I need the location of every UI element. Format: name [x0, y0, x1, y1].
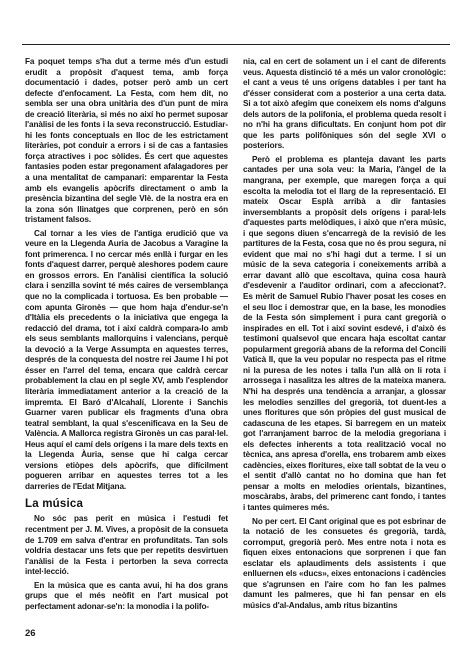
- page-number: 26: [25, 628, 36, 639]
- paragraph: No sóc pas perit en música i l'estudi fet recentment per J. M. Vives, a propòsit de la consueta de 1.709 em salva d'entrar en profunditats. Tan sols voldria destacar uns fets que per repetits desvirtuen l'anàlisi de la Festa i pertorben la seva correcta intel·lecció.: [25, 514, 228, 577]
- section-heading-music: La música: [25, 498, 84, 511]
- article-body: [25, 57, 446, 627]
- paragraph: En la música que es canta avui, hi ha dos grans grups que el més neòfit en l'art musical pot perfectament adonar-se'n: la monodia i la polifo-: [25, 580, 228, 611]
- paragraph: Fa poquet temps s'ha dut a terme més d'un estudi erudit a propòsit d'aquest tema, amb força documentació i dades, potser però amb un cert defecte d'enfocament. La Festa, com hem dit, no sembla ser una obra unitària des d'un punt de mira de creació literària, si més no així ho permet suposar l'anàlisi de les fonts i la seva reconstrucció. Estudiar-hi les fonts conceptuals en lloc de les estrictament literàries, pot conduir a errors i si de cas a fantasies força atractives i poc sòlides. És cert que aquestes fantasies poden estar pregonament afalagadores per a una mentalitat de campanari: emparentar la Festa amb els evangelis apòcrifs directament o amb la presència bizantina del segle VIè. de la nostra era en la zona són llinatges que corprenen, però en són tristament falsos.: [25, 57, 228, 225]
- right-column: [243, 57, 446, 627]
- top-rule: [22, 44, 450, 45]
- left-column: [25, 57, 228, 627]
- paragraph: nia, cal en cert de solament un i el cant de diferents veus. Aquesta distinció té a més un valor cronològic: el cant a veus té uns orígens datables i per tant ha d'ésser considerat com a posterior a una certa data. Si a tot això afegim que coneixem els noms d'alguns dels autors de la polifonia, el problema queda resolt i no n'hi ha grans dificultats. En conjunt hom pot dir que les parts polifòniques són del segle XVI o posteriors.: [243, 57, 446, 151]
- paragraph: No per cert. El Cant original que es pot esbrinar de la notació de les consuetes és gregorià, tardà, corromput, gregorià però. Mes entre nota i nota es fiquen eixes entonacions que sorprenen i que fan esclatar els aplaudiments dels assistents i que enlluernen els «ducs», eixes entonacions i cadències que s'agrunsen en l'aire com ho fan les palmes damunt les palmeres, que hi fan pensar en els músics d'al-Andalus, amb ritus bizantins: [243, 516, 446, 610]
- paragraph: Però el problema es planteja davant les parts cantades per una sola veu: la Maria, l'àngel de la mangrana, per exemple, que maregen força a qui escolta la melodia tot el llarg de la representació. El mateix Oscar Esplà arribà a dir fantasies inversemblants a propòsit dels orígens i paral·lels d'aquestes parts melòdiques, i això que n'era músic, i que segons diuen s'encarregà de la revisió de les partitures de la Festa, cosa que no és prou segura, ni evident que mai no s'hi hagi dut a terme. I si un músic de la seva categoria i coneixements arribà a errar davant allò que escoltava, quina cosa haurà d'esdevenir a l'auditor ordinari, com a afeccionat?. Es mèrit de Samuel Rubio l'haver posat les coses en el seu lloc i demostrar que, en la base, les monodies de la Festa són simplement i pura cant gregorià o inspirades en ell. Tot i així sovint esdevé, i d'això és testimoni qualsevol que encara haja escoltat cantar popularment gregorià abans de la reforma del Concili Vaticà II, que la veu popular no respecta pas el ritme ni la puresa de les notes i talla l'un allà on li rota i arrossega i nasalitza les altres de la mateixa manera. N'hi ha després una tendència a arranjar, a glossar les melodies senzilles del gregorià, tot duent-les a unes floritures que són pròpies del gust musical de cadascuna de les etapes. Si barregem en un mateix got l'arranjament barroc de la melodia gregoriana i els defectes inherents a tota realització vocal no tècnica, ans apresa d'orella, ens trobarem amb eixes cadències, eixes floritures, eixe tall sobtat de la veu o el sentit d'allò cantat no ho domina que han fet pensar a molts en melodies orientals, bizantines, moscàrabs, àrabs, del primerenc cant fondo, i tantes i tantes quimeres més.: [243, 154, 446, 512]
- paragraph: Cal tornar a les vies de l'antiga erudició que va veure en la Llegenda Auria de Jacobus a Varagine la font primerenca. I no cercar més enllà i furgar en les fonts d'aquest darrer, perquè aleshores podem caure en grossos errors. En l'anàlisi científica la solució clara i senzilla sovint té més caires de versemblança que no la complicada i tortuosa. Es ben probable — com apunta Gironès — que hom haja d'endur-se'n d'Itàlia els precedents o la iniciativa que engega la redacció del drama, tot i així caldrà compara-lo amb els seus semblants mallorquins i valencians, perquè la devoció a la Verge Assumpta en aquestes terres, després de la conquesta del nostre rei Jaume I hi pot ésser en l'arrel del tema, encara que caldrà cercar probablement la clau en pl segle XV, amb l'esplendor literària immediatament anterior a la creació de la impremta. El Baró d'Alcahalí, Llorente i Sanchis Guarner varen publicar els fragments d'una obra teatral semblant, la qual s'escenificava en la Seu de València. A Mallorca registra Gironès un cas paral·lel. Heus aquí el camí dels orígens i la mare dels texts en la Llegenda Àuria, sense que hi calga cercar versions etiòpes dels apòcrifs, que difícilment pogueren arribar en aquestes terres tot a les darreries de l'Edat Mitjana.: [25, 228, 228, 491]
